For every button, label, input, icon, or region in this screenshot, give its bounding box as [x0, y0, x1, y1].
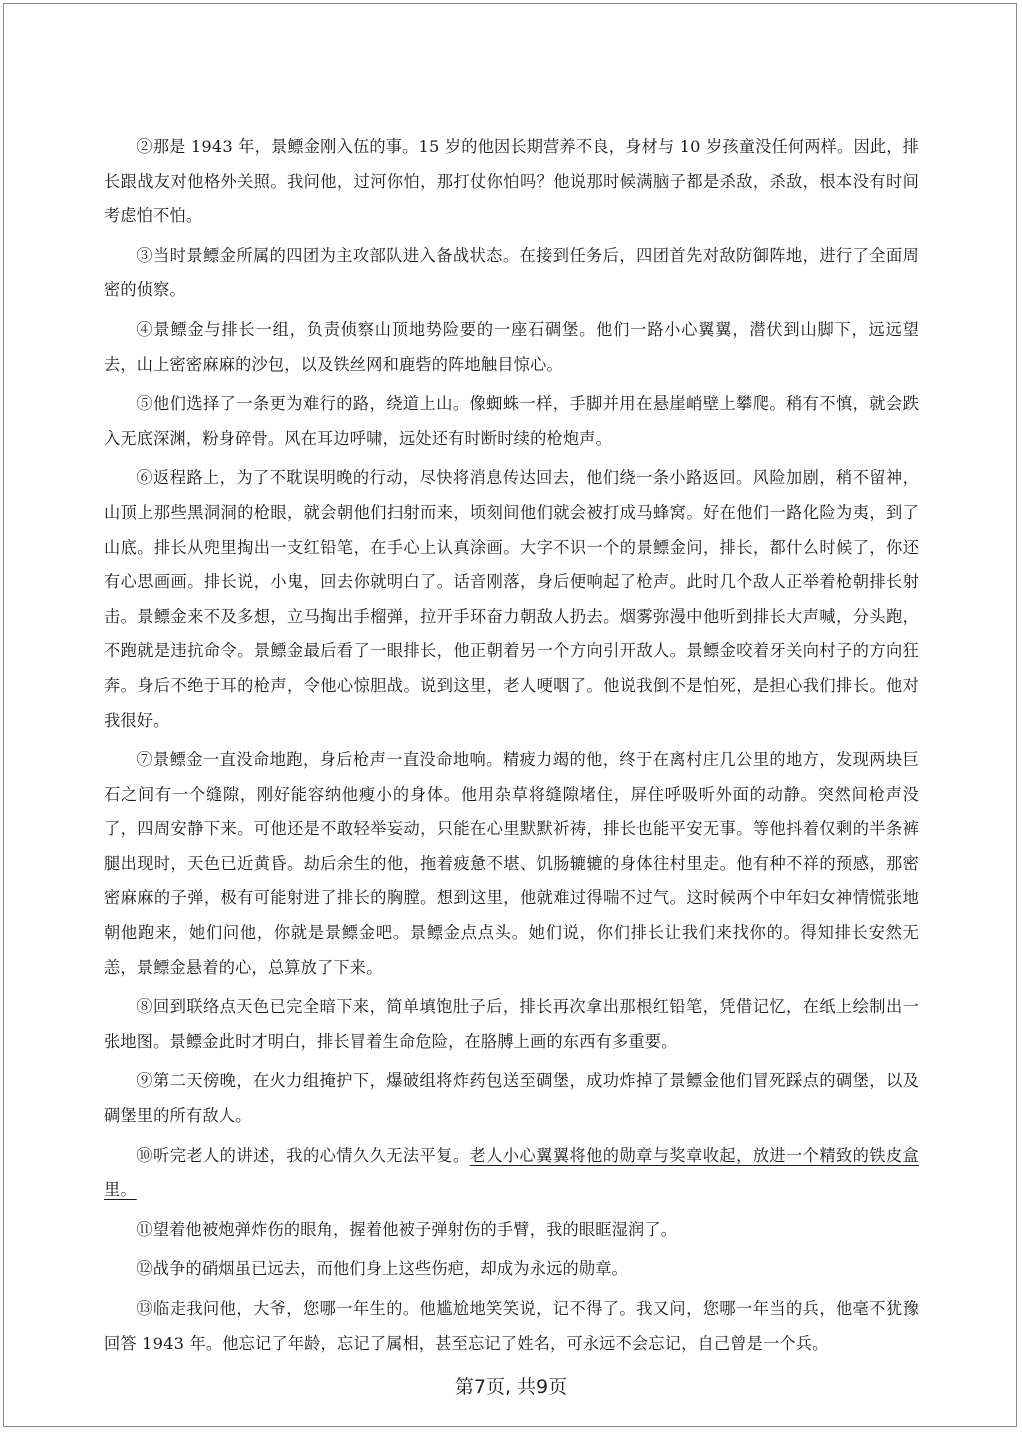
paragraph-text: ⑧回到联络点天色已完全暗下来，简单填饱肚子后，排长再次拿出那根红铅笔，凭借记忆，在纸上绘制出一张地图。景鳔金此时才明白，排长冒着生命危险，在胳膊上画的东西有多重要。 — [104, 997, 919, 1051]
paragraph-text: ⑦景鳔金一直没命地跑，身后枪声一直没命地响。精疲力竭的他，终于在离村庄几公里的地方，发现两块巨石之间有一个缝隙，刚好能容纳他瘦小的身体。他用杂草将缝隙堵住，屏住呼吸听外面的动静。突然间枪声没了，四周安静下来。可他还是不敢轻举妄动，只能在心里默默祈祷，排长也能平安无事。等他抖着仅剩的半条裤腿出现时，天色已近黄昏。劫后余生的他，拖着疲惫不堪、饥肠辘辘的身体往村里走。他有种不祥的预感，那密密麻麻的子弹，极有可能射进了排长的胸膛。想到这里，他就难过得喘不过气。这时候两个中年妇女神情慌张地朝他跑来，她们问他，你就是景鳔金吧。景鳔金点点头。她们说，你们排长让我们来找你的。得知排长安然无恙，景鳔金悬着的心，总算放了下来。 — [104, 750, 919, 977]
paragraph-text: ⑤他们选择了一条更为难行的路，绕道上山。像蜘蛛一样，手脚并用在悬崖峭壁上攀爬。稍有不慎，就会跌入无底深渊，粉身碎骨。风在耳边呼啸，远处还有时断时续的枪炮声。 — [104, 394, 919, 448]
paragraph-text: ⑨第二天傍晚，在火力组掩护下，爆破组将炸药包送至碉堡，成功炸掉了景鳔金他们冒死踩点的碉堡，以及碉堡里的所有敌人。 — [104, 1071, 919, 1126]
paragraph-12 — [104, 1252, 919, 1287]
paragraph-3 — [104, 239, 919, 308]
paragraph-text: ⑬临走我问他，大爷，您哪一年生的。他尴尬地笑笑说，记不得了。我又问，您哪一年当的兵，他毫不犹豫回答 1943 年。他忘记了年龄，忘记了属相，甚至忘记了姓名，可永远不会忘记，自己曾是一个兵。 — [104, 1299, 919, 1353]
paragraph-11 — [104, 1213, 919, 1248]
paragraph-text: ③当时景鳔金所属的四团为主攻部队进入备战状态。在接到任务后，四团首先对敌防御阵地，进行了全面周密的侦察。 — [104, 245, 919, 300]
paragraph-text: ⑩听完老人的讲述，我的心情久久无法平复。 — [136, 1145, 470, 1165]
paragraph-text: ⑥返程路上，为了不耽误明晚的行动，尽快将消息传达回去，他们绕一条小路返回。风险加剧，稍不留神，山顶上那些黑洞洞的枪眼，就会朝他们扫射而来，顷刻间他们就会被打成马蜂窝。好在他们一路化险为夷，到了山底。排长从兜里掏出一支红铅笔，在手心上认真涂画。大字不识一个的景鳔金问，排长，都什么时候了，你还有心思画画。排长说，小鬼，回去你就明白了。话音刚落，身后便响起了枪声。此时几个敌人正举着枪朝排长射击。景鳔金来不及多想，立马掏出手榴弹，拉开手环奋力朝敌人扔去。烟雾弥漫中他听到排长大声喊，分头跑，不跑就是违抗命令。景鳔金最后看了一眼排长，他正朝着另一个方向引开敌人。景鳔金咬着牙关向村子的方向狂奔。身后不绝于耳的枪声，令他心惊胆战。说到这里，老人哽咽了。他说我倒不是怕死，是担心我们排长。他对我很好。 — [104, 468, 919, 730]
paragraph-4 — [104, 313, 919, 382]
article-body — [104, 130, 919, 1366]
paragraph-5 — [104, 387, 919, 456]
page-number: 第7页, 共9页 — [454, 1376, 568, 1398]
paragraph-10 — [104, 1139, 919, 1208]
paragraph-7 — [104, 743, 919, 985]
paragraph-13 — [104, 1292, 919, 1361]
paragraph-8 — [104, 990, 919, 1059]
paragraph-text: ⑫战争的硝烟虽已远去，而他们身上这些伤疤，却成为永远的勋章。 — [136, 1259, 629, 1279]
underlined-sentence: 老人小心翼翼将他的勋章与奖章收起，放进一个精致的铁皮盒里。 — [104, 1145, 919, 1200]
paragraph-text: ②那是 1943 年，景鳔金刚入伍的事。15 岁的他因长期营养不良，身材与 10 岁孩童没任何两样。因此，排长跟战友对他格外关照。我问他，过河你怕，那打仗你怕吗？他说那时候满脑子都是杀敌，杀敌，根本没有时间考虑怕不怕。 — [104, 137, 919, 226]
paragraph-text: ⑪望着他被炮弹炸伤的眼角，握着他被子弹射伤的手臂，我的眼眶湿润了。 — [136, 1219, 678, 1239]
paragraph-6 — [104, 461, 919, 738]
paragraph-2 — [104, 130, 919, 234]
paragraph-9 — [104, 1064, 919, 1133]
paragraph-text: ④景鳔金与排长一组，负责侦察山顶地势险要的一座石碉堡。他们一路小心翼翼，潜伏到山脚下，远远望去，山上密密麻麻的沙包，以及铁丝网和鹿砦的阵地触目惊心。 — [104, 319, 919, 374]
